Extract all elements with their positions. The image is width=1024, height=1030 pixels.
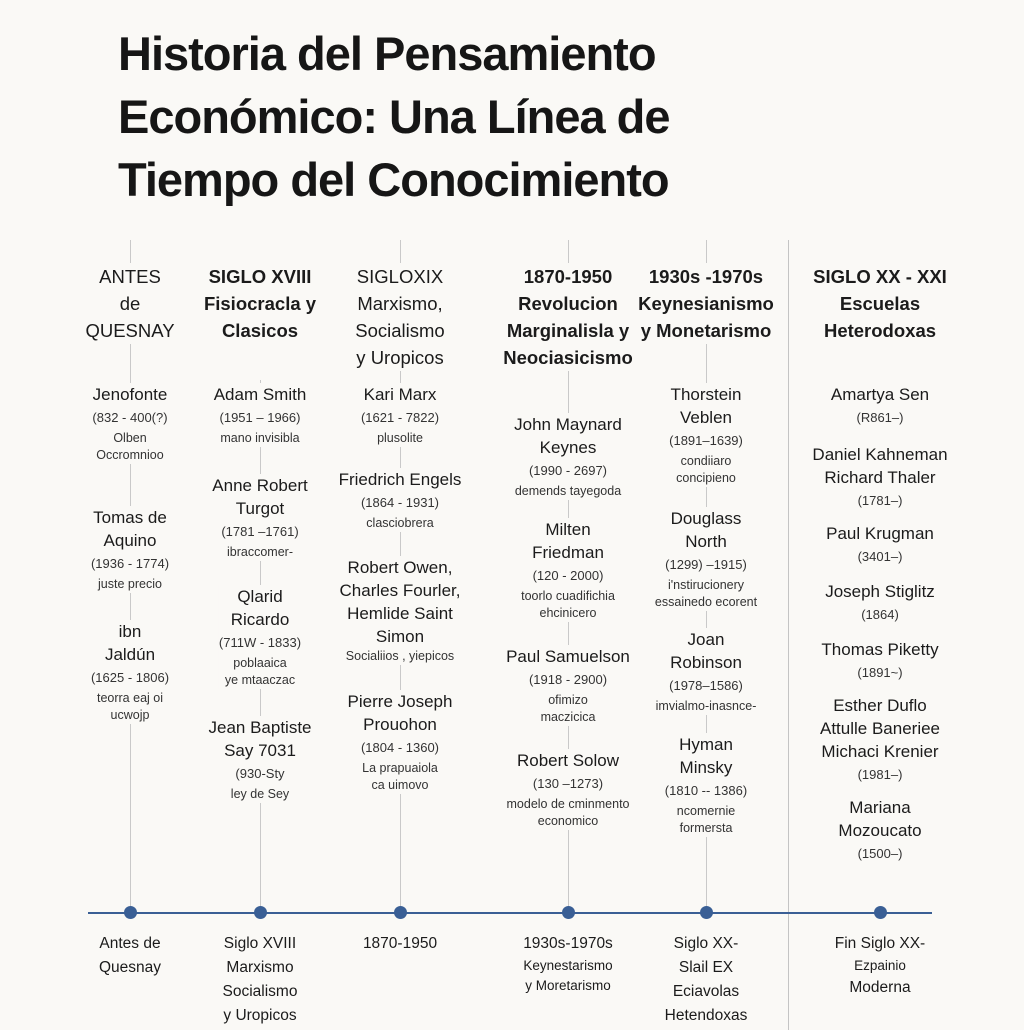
economist-name: Say 7031 bbox=[224, 741, 296, 760]
economist-name: Jean Baptiste bbox=[208, 718, 312, 737]
era-header bbox=[355, 263, 444, 371]
economist-name: Hyman bbox=[679, 735, 733, 754]
title-line-2: Económico: Una Línea de bbox=[118, 90, 670, 143]
economist-idea: formersta bbox=[679, 821, 733, 835]
economist-name: Paul Krugman bbox=[826, 524, 934, 543]
economist-entry bbox=[208, 716, 311, 803]
economist-entry bbox=[214, 383, 307, 447]
economist-idea: modelo de cminmento bbox=[506, 797, 630, 811]
economist-idea: Socialiios , yiepicos bbox=[345, 649, 455, 663]
economist-dates: (R861–) bbox=[856, 410, 904, 425]
economist-entry bbox=[521, 518, 615, 622]
economist-idea: condiiaro bbox=[680, 454, 732, 468]
economist-entry bbox=[514, 413, 622, 500]
economist-dates: (1978–1586) bbox=[669, 678, 743, 693]
economist-dates: (1936 - 1774) bbox=[90, 556, 170, 571]
timeline-label-line: 1930s-1970s bbox=[523, 935, 613, 952]
economist-name: Amartya Sen bbox=[830, 385, 930, 404]
economist-name: Robert Solow bbox=[516, 751, 620, 770]
economist-name: Charles Fourler, bbox=[339, 581, 461, 600]
economist-entry bbox=[820, 694, 940, 787]
economist-name: Keynes bbox=[539, 438, 597, 457]
economist-dates: (1990 - 2697) bbox=[528, 463, 608, 478]
timeline-label-sub: y Moretarismo bbox=[525, 978, 611, 993]
era-header-line: 1870-1950 bbox=[523, 266, 613, 287]
economist-entry bbox=[665, 733, 747, 837]
economist-name: Esther Duflo bbox=[833, 696, 927, 715]
economist-name: Attulle Baneriee bbox=[819, 719, 941, 738]
economist-name: John Maynard bbox=[514, 415, 622, 434]
era-header-line: Fisiocracla y bbox=[203, 293, 317, 314]
economist-name: Aquino bbox=[103, 531, 157, 550]
economist-dates: (1891~) bbox=[857, 665, 903, 680]
timeline-label bbox=[223, 932, 298, 1028]
era-header-line: 1930s -1970s bbox=[648, 266, 764, 287]
economist-entry bbox=[340, 556, 461, 665]
economist-name: Mozoucato bbox=[838, 821, 922, 840]
timeline-label-line: 1870-1950 bbox=[362, 935, 438, 952]
economist-dates: (130 –1273) bbox=[532, 776, 604, 791]
economist-entry bbox=[361, 383, 439, 447]
economist-entry bbox=[348, 690, 453, 794]
era-header bbox=[813, 263, 947, 344]
economist-entry bbox=[826, 522, 934, 569]
economist-name: Tomas de bbox=[93, 508, 167, 527]
economist-idea: imvialmo-inasnce- bbox=[655, 699, 757, 713]
economist-entry bbox=[92, 383, 167, 464]
era-header-line: QUESNAY bbox=[85, 320, 175, 341]
economist-name: Robinson bbox=[670, 653, 742, 672]
economist-entry bbox=[655, 507, 757, 611]
economist-idea: maczicica bbox=[540, 710, 596, 724]
era-header-line: Marxismo, bbox=[357, 293, 443, 314]
era-header bbox=[638, 263, 774, 344]
timeline-label bbox=[363, 932, 437, 956]
timeline-label-line: Slail EX bbox=[678, 959, 734, 976]
economist-idea: mano invisibla bbox=[220, 431, 300, 445]
timeline-label-line: Fin Siglo XX- bbox=[834, 935, 926, 952]
title-line-1: Historia del Pensamiento bbox=[118, 27, 656, 80]
economist-dates: (1500–) bbox=[857, 846, 903, 861]
economist-dates: (1981–) bbox=[857, 767, 903, 782]
timeline-label bbox=[99, 932, 161, 980]
economist-idea: plusolite bbox=[377, 431, 423, 445]
economist-name: Veblen bbox=[679, 408, 732, 427]
economist-name: Richard Thaler bbox=[824, 468, 936, 487]
economist-idea: clasciobrera bbox=[366, 516, 434, 530]
economist-idea: ncomernie bbox=[676, 804, 736, 818]
timeline-label-line: y Uropicos bbox=[223, 1007, 297, 1024]
economist-dates: (1299) –1915) bbox=[665, 557, 747, 572]
timeline-label-line: Antes de bbox=[99, 935, 161, 952]
economist-dates: (1781–) bbox=[857, 493, 903, 508]
economist-entry bbox=[812, 443, 947, 513]
economist-idea: ye mtaaczac bbox=[224, 673, 296, 687]
timeline-axis bbox=[88, 912, 932, 914]
economist-name: Jenofonte bbox=[92, 385, 168, 404]
timeline-label-line: Marxismo bbox=[226, 959, 294, 976]
economist-idea: teorra eaj oi bbox=[96, 691, 163, 705]
economist-name: Joseph Stiglitz bbox=[825, 582, 935, 601]
economist-name: Minsky bbox=[679, 758, 733, 777]
page-title bbox=[118, 22, 670, 211]
economist-idea: ibraccomer- bbox=[226, 545, 293, 559]
era-header bbox=[85, 263, 174, 344]
economist-name: Prouohon bbox=[363, 715, 437, 734]
era-header-line: Keynesianismo bbox=[638, 293, 774, 314]
economist-dates: (1781 –1761) bbox=[221, 524, 299, 539]
timeline-label-line: Quesnay bbox=[98, 959, 162, 976]
timeline-label-line: Siglo XVIII bbox=[223, 935, 297, 952]
economist-name: ibn bbox=[118, 622, 142, 641]
era-header-line: Heterodoxas bbox=[823, 320, 937, 341]
economist-idea: poblaaica bbox=[233, 656, 287, 670]
economist-idea: ca uimovo bbox=[371, 778, 429, 792]
timeline-label bbox=[523, 932, 613, 996]
economist-idea: ucwojp bbox=[110, 708, 150, 722]
economist-entry bbox=[91, 506, 169, 593]
timeline-label bbox=[665, 932, 748, 1028]
economist-dates: (832 - 400(?) bbox=[92, 410, 168, 425]
economist-idea: ofimizo bbox=[548, 693, 588, 707]
economist-idea: i'nstirucionery bbox=[667, 578, 745, 592]
era-header-line: Revolucion bbox=[518, 293, 618, 314]
economist-idea: concipieno bbox=[676, 471, 736, 485]
economist-dates: (120 - 2000) bbox=[532, 568, 604, 583]
era-header-line: Escuelas bbox=[839, 293, 921, 314]
economist-name: Thomas Piketty bbox=[821, 640, 939, 659]
economist-name: Mariana bbox=[849, 798, 911, 817]
economist-name: Pierre Joseph bbox=[347, 692, 453, 711]
economist-idea: essainedo ecorent bbox=[654, 595, 758, 609]
era-header-line: Clasicos bbox=[221, 320, 299, 341]
era-header-line: y Uropicos bbox=[356, 347, 444, 368]
economist-dates: (1625 - 1806) bbox=[90, 670, 170, 685]
economist-name: Kari Marx bbox=[363, 385, 437, 404]
economist-name: Joan bbox=[687, 630, 725, 649]
economist-dates: (1864) bbox=[861, 607, 899, 622]
economist-idea: ley de Sey bbox=[230, 787, 290, 801]
economist-entry bbox=[838, 796, 921, 866]
economist-name: Simon bbox=[375, 627, 425, 646]
title-line-3: Tiempo del Conocimiento bbox=[118, 153, 669, 206]
economist-dates: (1918 - 2900) bbox=[528, 672, 608, 687]
timeline-label-line: Socialismo bbox=[222, 983, 298, 1000]
economist-name: Ricardo bbox=[230, 610, 290, 629]
economist-entry bbox=[339, 468, 462, 532]
timeline-label bbox=[835, 932, 925, 1000]
economist-idea: juste precio bbox=[98, 577, 162, 591]
economist-dates: (1951 – 1966) bbox=[219, 410, 301, 425]
economist-dates: (930-Sty bbox=[235, 766, 285, 781]
economist-dates: (1810 -- 1386) bbox=[664, 783, 748, 798]
economist-entry bbox=[825, 580, 935, 627]
timeline-label-line: Hetendoxas bbox=[664, 1007, 748, 1024]
economist-name: Thorstein bbox=[670, 385, 742, 404]
era-header-line: Neociasicismo bbox=[503, 347, 633, 368]
economist-dates: (711W - 1833) bbox=[218, 635, 302, 650]
timeline-label-sub: Keynestarismo bbox=[523, 958, 613, 973]
economist-idea: toorlo cuadifichia bbox=[521, 589, 615, 603]
economist-name: Paul Samuelson bbox=[506, 647, 630, 666]
timeline-label-sub: Ezpainio bbox=[854, 958, 906, 973]
era-header-line: ANTES bbox=[99, 266, 161, 287]
economist-name: Anne Robert bbox=[212, 476, 308, 495]
economist-name: Adam Smith bbox=[213, 385, 307, 404]
era-header-line: SIGLO XX - XXI bbox=[813, 266, 947, 287]
economist-name: Milten bbox=[545, 520, 591, 539]
economist-entry bbox=[831, 383, 929, 430]
economist-entry bbox=[506, 645, 630, 726]
economist-entry bbox=[821, 638, 938, 685]
era-header bbox=[204, 263, 316, 344]
era-header-line: de bbox=[119, 293, 141, 314]
economist-entry bbox=[507, 749, 630, 830]
era-header-line: SIGLOXIX bbox=[356, 266, 444, 287]
economist-name: Robert Owen, bbox=[347, 558, 453, 577]
economist-name: Qlarid bbox=[237, 587, 283, 606]
timeline-label-line: Siglo XX- bbox=[673, 935, 739, 952]
economist-entry bbox=[91, 620, 169, 724]
economist-name: Michaci Krenier bbox=[821, 742, 939, 761]
economist-dates: (1621 - 7822) bbox=[360, 410, 440, 425]
economist-entry bbox=[219, 585, 301, 689]
era-header-line: Marginalisla y bbox=[506, 320, 630, 341]
economist-name: Jaldún bbox=[104, 645, 156, 664]
timeline-label-line: Moderna bbox=[849, 979, 911, 996]
economist-idea: demends tayegoda bbox=[514, 484, 622, 498]
economist-dates: (3401–) bbox=[857, 549, 903, 564]
economist-name: Hemlide Saint bbox=[347, 604, 453, 623]
era-header-line: y Monetarismo bbox=[640, 320, 772, 341]
era-header bbox=[503, 263, 633, 371]
economist-name: Friedman bbox=[532, 543, 604, 562]
economist-name: Turgot bbox=[235, 499, 285, 518]
economist-idea: economico bbox=[537, 814, 599, 828]
economist-dates: (1864 - 1931) bbox=[360, 495, 440, 510]
economist-name: Daniel Kahneman bbox=[812, 445, 948, 464]
economist-idea: Occromnioo bbox=[96, 448, 164, 462]
economist-dates: (1804 - 1360) bbox=[360, 740, 440, 755]
economist-idea: Olben bbox=[113, 431, 147, 445]
economist-name: Douglass bbox=[670, 509, 742, 528]
economist-entry bbox=[656, 628, 757, 715]
economist-entry bbox=[212, 474, 307, 561]
economist-name: Friedrich Engels bbox=[338, 470, 462, 489]
timeline-label-line: Eciavolas bbox=[672, 983, 740, 1000]
era-header-line: Socialismo bbox=[355, 320, 445, 341]
economist-idea: La prapuaiola bbox=[362, 761, 438, 775]
economist-name: North bbox=[685, 532, 727, 551]
economist-entry bbox=[669, 383, 743, 487]
era-header-line: SIGLO XVIII bbox=[208, 266, 312, 287]
economist-dates: (1891–1639) bbox=[669, 433, 743, 448]
economist-idea: ehcinicero bbox=[539, 606, 597, 620]
